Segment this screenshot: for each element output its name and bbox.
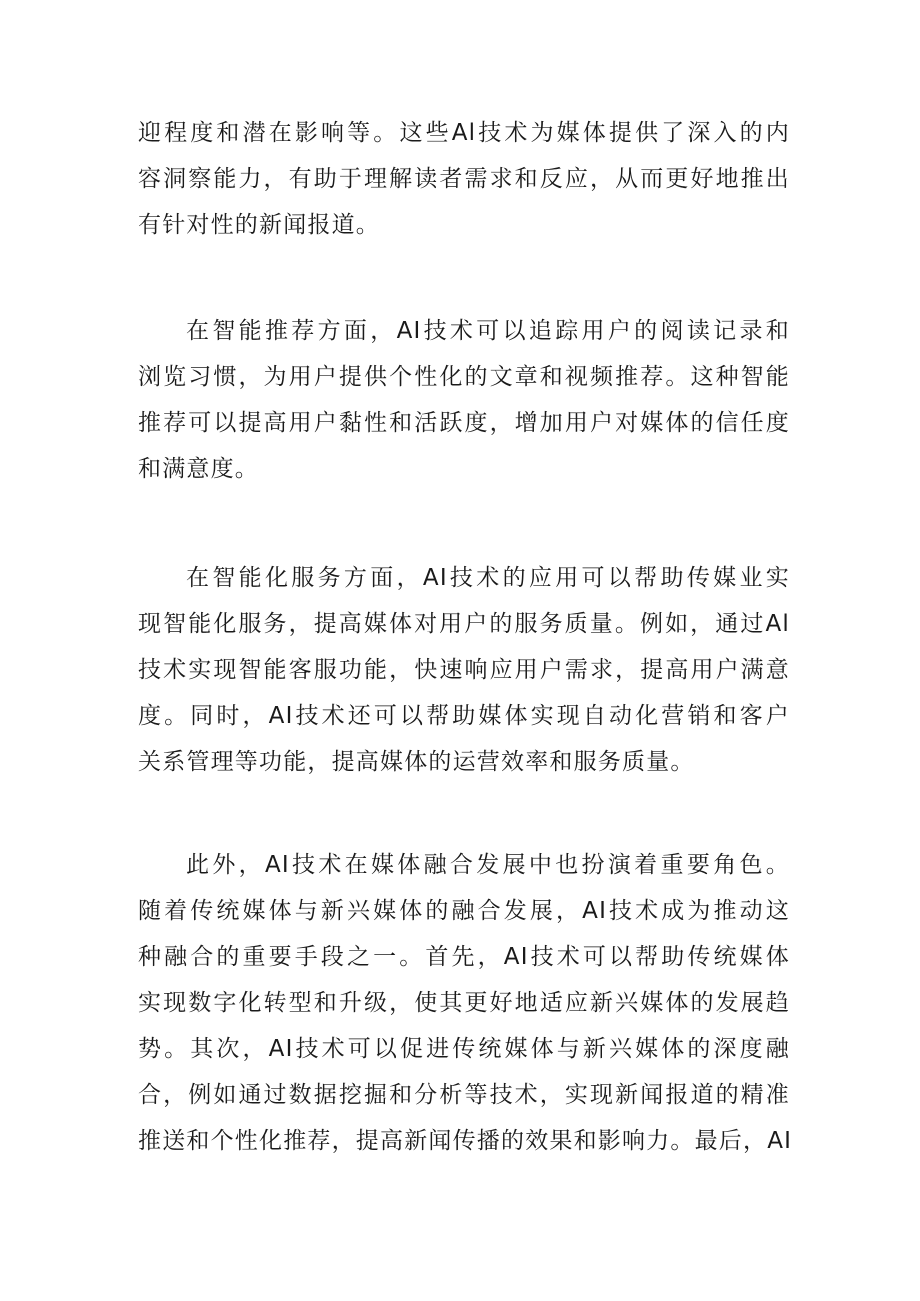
paragraph-line: 推荐可以提高用户黏性和活跃度，增加用户对媒体的信任度 — [138, 410, 790, 436]
paragraph-line: 和满意度。 — [138, 456, 259, 482]
paragraph-line: 在智能推荐方面，AI技术可以追踪用户的阅读记录和 — [186, 318, 790, 344]
paragraph-line: 度。同时，AI技术还可以帮助媒体实现自动化营销和客户 — [138, 703, 790, 729]
paragraph-line: 随着传统媒体与新兴媒体的融合发展，AI技术成为推动这 — [138, 898, 790, 924]
paragraph-line: 在智能化服务方面，AI技术的应用可以帮助传媒业实 — [186, 565, 790, 591]
paragraph-line: 势。其次，AI技术可以促进传统媒体与新兴媒体的深度融 — [138, 1036, 790, 1062]
paragraph-line: 合，例如通过数据挖掘和分析等技术，实现新闻报道的精准 — [138, 1082, 790, 1108]
paragraph-line: 迎程度和潜在影响等。这些Al技术为媒体提供了深入的内 — [138, 120, 790, 146]
paragraph-line: 实现数字化转型和升级，使其更好地适应新兴媒体的发展趋 — [138, 990, 790, 1016]
paragraph-line: 技术实现智能客服功能，快速响应用户需求，提高用户满意 — [138, 657, 790, 683]
paragraph-line: 有针对性的新闻报道。 — [138, 212, 380, 238]
paragraph-line: 容洞察能力，有助于理解读者需求和反应，从而更好地推出 — [138, 166, 790, 192]
paragraph-3 — [138, 555, 790, 785]
paragraph-line: 浏览习惯，为用户提供个性化的文章和视频推荐。这种智能 — [138, 364, 790, 390]
paragraph-line: 关系管理等功能，提高媒体的运营效率和服务质量。 — [138, 749, 695, 775]
paragraph-line: 现智能化服务，提高媒体对用户的服务质量。例如，通过Al — [138, 611, 790, 637]
paragraph-line: 推送和个性化推荐，提高新闻传播的效果和影响力。最后，AI — [138, 1128, 793, 1154]
paragraph-2 — [138, 308, 790, 492]
paragraph-line: 种融合的重要手段之一。首先，AI技术可以帮助传统媒体 — [138, 944, 790, 970]
paragraph-4 — [138, 842, 793, 1164]
paragraph-line: 此外，AI技术在媒体融合发展中也扮演着重要角色。 — [186, 852, 790, 878]
paragraph-1 — [138, 110, 790, 248]
